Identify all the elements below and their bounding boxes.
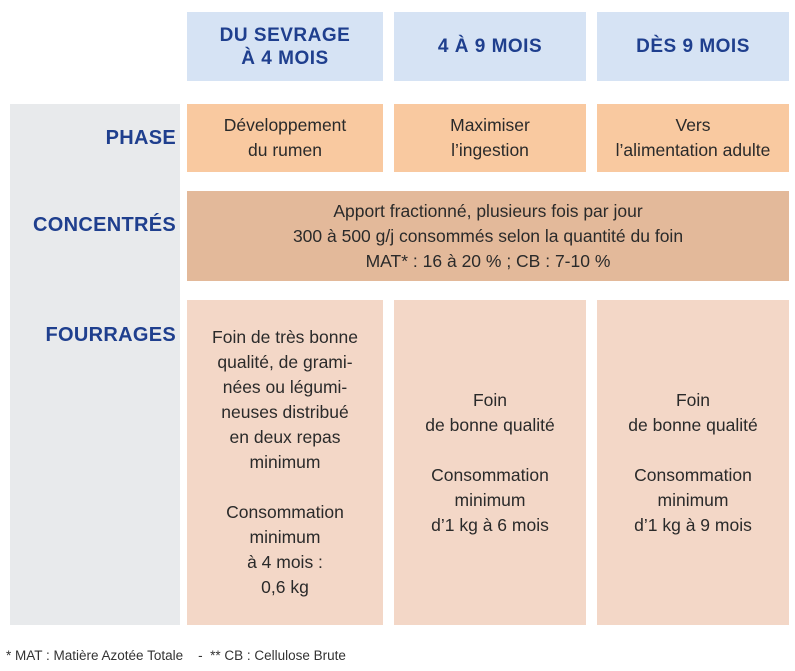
row-label-fourrages: FOURRAGES [45, 324, 176, 346]
footnote: * MAT : Matière Azotée Totale - ** CB : Cellulose Brute [6, 648, 346, 663]
fourrages-cell-4-9-mois: Foin de bonne qualité Consommation minimum d’1 kg à 6 mois [394, 300, 586, 625]
row-label-phase: PHASE [105, 127, 176, 149]
column-header-sevrage: DU SEVRAGE À 4 MOIS [187, 12, 383, 81]
phase-cell-4-9-mois: Maximiser l’ingestion [394, 104, 586, 172]
fourrages-cell-des-9-mois: Foin de bonne qualité Consommation minimum d’1 kg à 9 mois [597, 300, 789, 625]
concentres-cell: Apport fractionné, plusieurs fois par jour 300 à 500 g/j consommés selon la quantité du foin MAT* : 16 à 20 % ; CB : 7-10 % [187, 191, 789, 281]
phase-cell-des-9-mois: Vers l’alimentation adulte [597, 104, 789, 172]
row-label-concentres: CONCENTRÉS [32, 214, 176, 236]
column-header-4-9-mois: 4 À 9 MOIS [394, 12, 586, 81]
fourrages-cell-sevrage: Foin de très bonne qualité, de grami- nées ou légumi- neuses distribué en deux repas minimum Consommation minimum à 4 mois : 0,6 kg [187, 300, 383, 625]
column-header-des-9-mois: DÈS 9 MOIS [597, 12, 789, 81]
row-label-band [10, 104, 180, 625]
phase-cell-sevrage: Développement du rumen [187, 104, 383, 172]
